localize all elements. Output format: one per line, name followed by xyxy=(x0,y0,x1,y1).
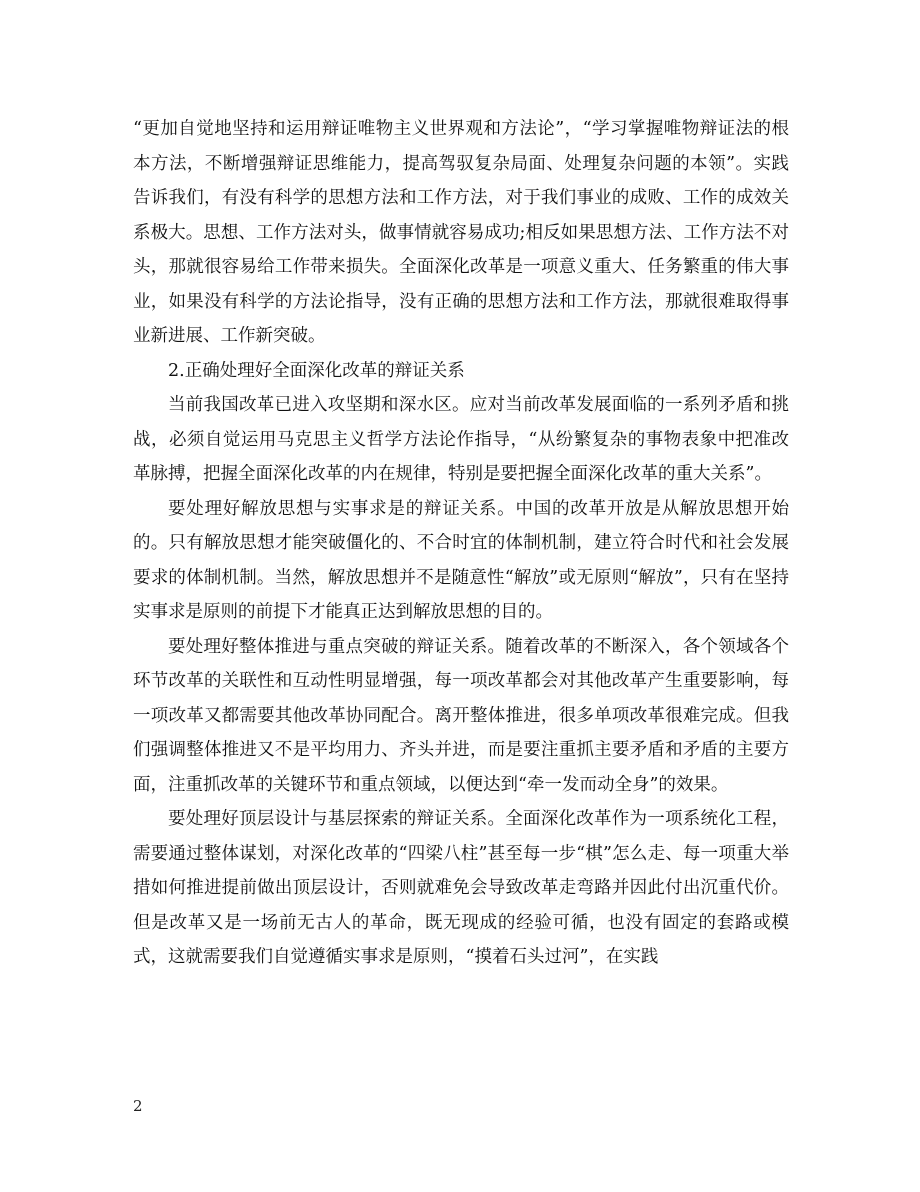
paragraph: 要处理好顶层设计与基层探索的辩证关系。全面深化改革作为一项系统化工程，需要通过整体谋划，对深化改革的“四梁八柱”甚至每一步“棋”怎么走、每一项重大举措如何推进提前做出顶层设计，否则就难免会导致改革走弯路并因此付出沉重代价。但是改革又是一场前无古人的革命，既无现成的经验可循，也没有固定的套路或模式，这就需要我们自觉遵循实事求是原则，“摸着石头过河”，在实践 xyxy=(133,809,789,967)
paragraph: 当前我国改革已进入攻坚期和深水区。应对当前改革发展面临的一系列矛盾和挑战，必须自觉运用马克思主义哲学方法论作指导，“从纷繁复杂的事物表象中把准改革脉搏，把握全面深化改革的内在规律，特别是要把握全面深化改革的重大关系”。 xyxy=(133,395,789,484)
paragraph: 要处理好解放思想与实事求是的辩证关系。中国的改革开放是从解放思想开始的。只有解放思想才能突破僵化的、不合时宜的体制机制，建立符合时代和社会发展要求的体制机制。当然，解放思想并不是随意性“解放”或无原则“解放”，只有在坚持实事求是原则的前提下才能真正达到解放思想的目的。 xyxy=(133,498,789,622)
paragraph: 要处理好整体推进与重点突破的辩证关系。随着改革的不断深入，各个领域各个环节改革的关联性和互动性明显增强，每一项改革都会对其他改革产生重要影响，每一项改革又都需要其他改革协同配合。离开整体推进，很多单项改革很难完成。但我们强调整体推进又不是平均用力、齐头并进，而是要注重抓主要矛盾和矛盾的主要方面，注重抓改革的关键环节和重点领域，以便达到“牵一发而动全身”的效果。 xyxy=(133,636,789,795)
section-heading: 2.正确处理好全面深化改革的辩证关系 xyxy=(168,360,465,381)
paragraph-continuation: “更加自觉地坚持和运用辩证唯物主义世界观和方法论”，“学习掌握唯物辩证法的根本方法，不断增强辩证思维能力，提高驾驭复杂局面、处理复杂问题的本领”。实践告诉我们，有没有科学的思想方法和工作方法，对于我们事业的成败、工作的成效关系极大。思想、工作方法对头，做事情就容易成功;相反如果思想方法、工作方法不对头，那就很容易给工作带来损失。全面深化改革是一项意义重大、任务繁重的伟大事业，如果没有科学的方法论指导，没有正确的思想方法和工作方法，那就很难取得事业新进展、工作新突破。 xyxy=(133,119,789,346)
document-body xyxy=(133,112,789,975)
page-number: 2 xyxy=(133,1097,143,1115)
